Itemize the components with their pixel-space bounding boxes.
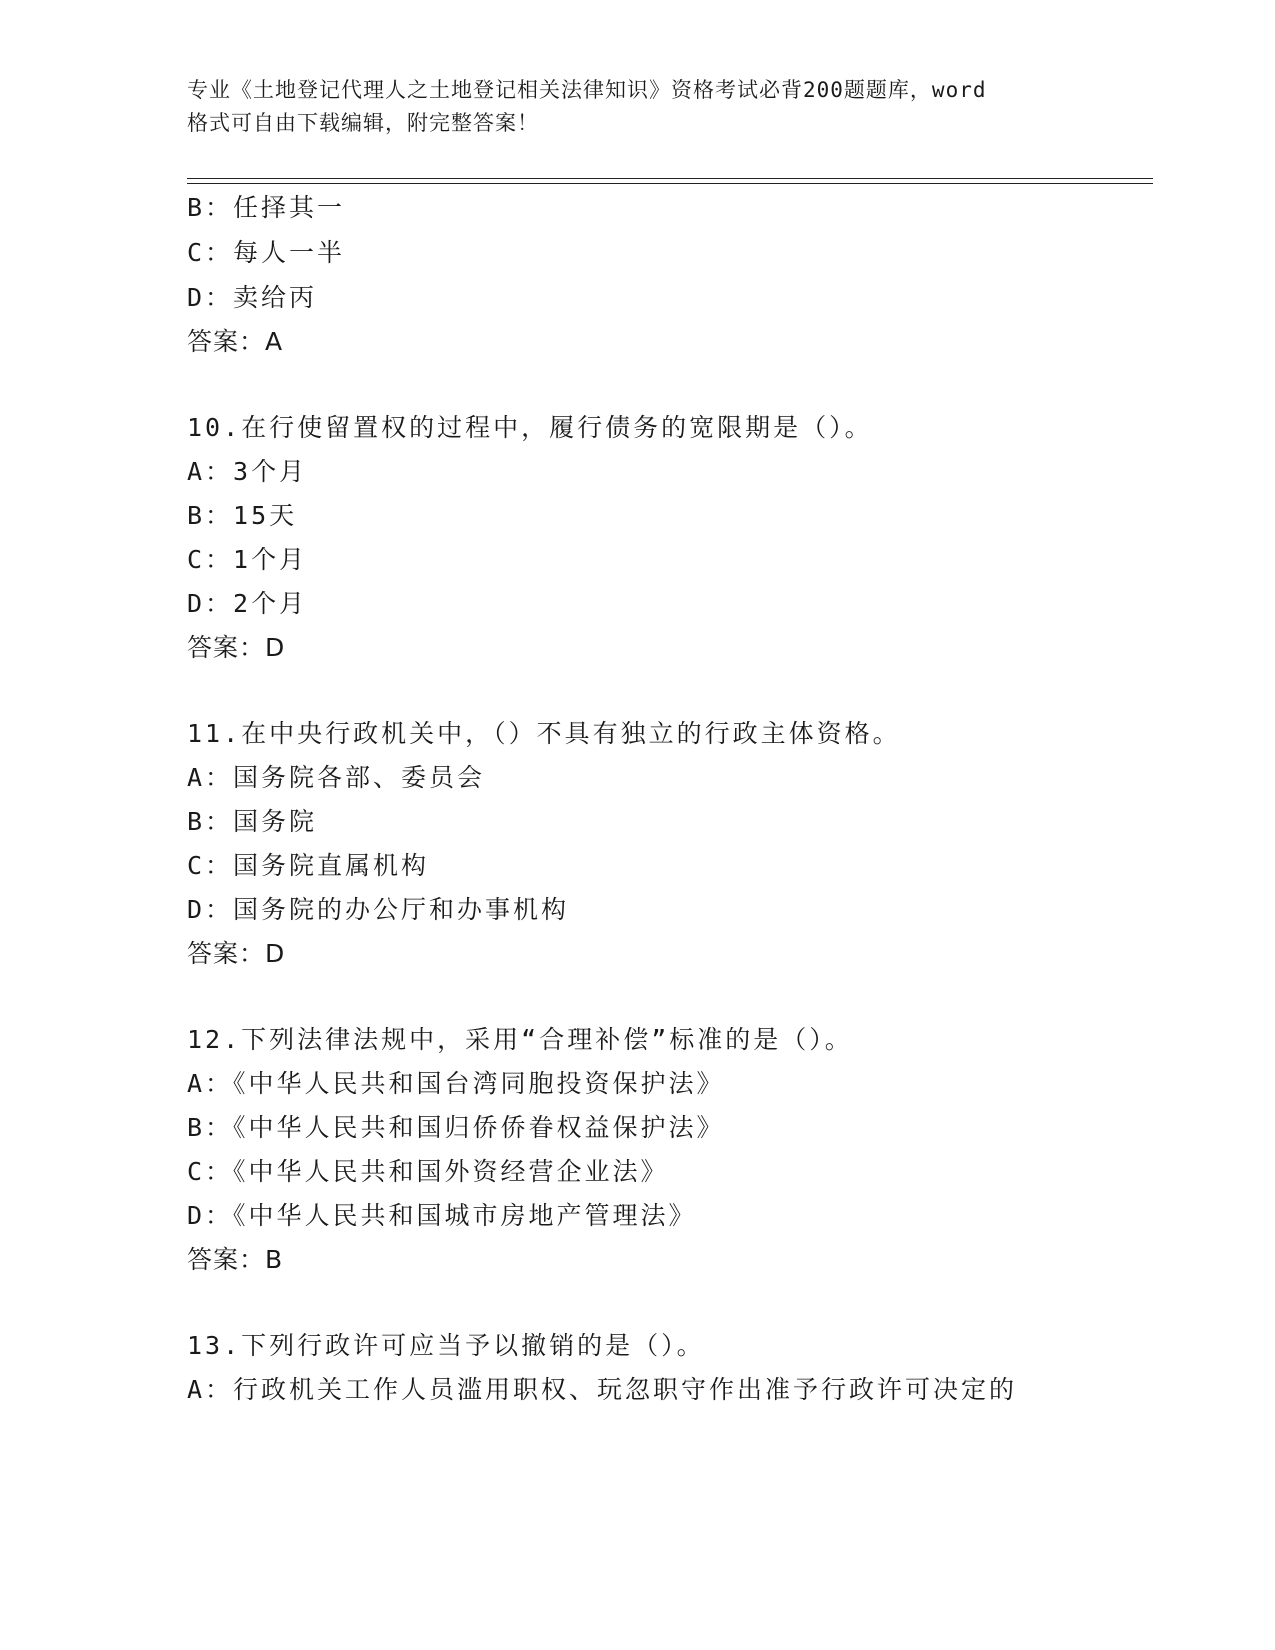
q11-answer: 答案：D <box>187 939 286 968</box>
header-divider-top <box>187 178 1153 179</box>
q11-option-a: A：国务院各部、委员会 <box>187 763 486 792</box>
q11-option-b: B：国务院 <box>187 807 318 836</box>
q11-option-d: D：国务院的办公厅和办事机构 <box>187 895 570 924</box>
q12-option-b: B：《中华人民共和国归侨侨眷权益保护法》 <box>187 1113 725 1142</box>
q10-option-c: C：1个月 <box>187 545 308 574</box>
document-header <box>187 74 1087 140</box>
q12-option-c: C：《中华人民共和国外资经营企业法》 <box>187 1157 669 1186</box>
q13-stem: 13.下列行政许可应当予以撤销的是（）。 <box>187 1331 705 1360</box>
q9-option-c: C：每人一半 <box>187 238 346 267</box>
q9-option-b: B：任择其一 <box>187 193 346 222</box>
q10-stem: 10.在行使留置权的过程中，履行债务的宽限期是（）。 <box>187 413 873 442</box>
q11-option-c: C：国务院直属机构 <box>187 851 430 880</box>
q12-option-a: A：《中华人民共和国台湾同胞投资保护法》 <box>187 1069 725 1098</box>
q11-stem: 11.在中央行政机关中，（）不具有独立的行政主体资格。 <box>187 719 901 748</box>
q9-option-d: D：卖给丙 <box>187 283 318 312</box>
q12-option-d: D：《中华人民共和国城市房地产管理法》 <box>187 1201 697 1230</box>
q10-option-b: B：15天 <box>187 501 298 530</box>
q10-answer: 答案：D <box>187 633 286 662</box>
header-divider-bottom <box>187 183 1153 184</box>
q10-option-d: D：2个月 <box>187 589 308 618</box>
q13-option-a: A：行政机关工作人员滥用职权、玩忽职守作出准予行政许可决定的 <box>187 1375 1018 1404</box>
header-line-2: 格式可自由下载编辑，附完整答案！ <box>187 111 539 135</box>
q12-answer: 答案：B <box>187 1245 284 1274</box>
q12-stem: 12.下列法律法规中，采用“合理补偿”标准的是（）。 <box>187 1025 853 1054</box>
header-line-1: 专业《土地登记代理人之土地登记相关法律知识》资格考试必背200题题库，word <box>187 78 987 102</box>
q10-option-a: A：3个月 <box>187 457 308 486</box>
q9-answer: 答案：A <box>187 327 284 356</box>
